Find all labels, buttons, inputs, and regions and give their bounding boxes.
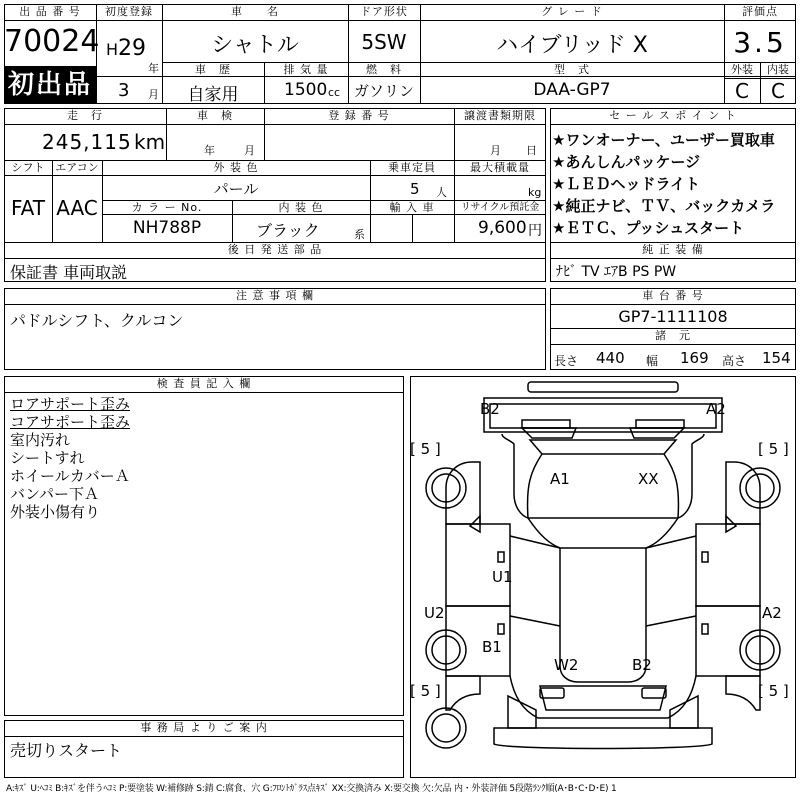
car-diagram (410, 376, 796, 778)
door-type: 5SW (361, 30, 407, 54)
chassis-label: 車 台 番 号 (642, 289, 704, 302)
sales-point-item: ★純正ナビ、ＴＶ、バックカメラ (552, 197, 776, 215)
notes-label: 注 意 事 項 欄 (236, 289, 314, 302)
width-label: 幅 (646, 354, 659, 368)
inspection-label: 車 検 (197, 109, 233, 122)
interior-color-suffix: 系 (354, 228, 365, 241)
mark-xx: XX (638, 470, 659, 488)
sales-point-item: ★ワンオーナー、ユーザー買取車 (552, 131, 775, 149)
recycle-fee: 9,600 (478, 218, 527, 238)
exterior-grade-label: 外装 (731, 63, 753, 76)
mileage-label: 走 行 (67, 109, 103, 122)
inspector-label: 検 査 員 記 入 欄 (156, 377, 252, 390)
sales-points-label: セ ー ル ス ポ イ ン ト (609, 109, 737, 122)
inspector-note: 室内汚れ (10, 431, 71, 449)
mark-b2-front: B2 (480, 400, 500, 418)
max-load-unit: kg (528, 186, 542, 199)
mileage: 245,115 (42, 130, 132, 154)
registration-label: 登 録 番 号 (328, 109, 390, 122)
mileage-unit: km (134, 130, 166, 154)
dimensions-label: 諸 元 (655, 329, 691, 342)
shift: FAT (10, 196, 45, 220)
car-name: シャトル (211, 33, 299, 58)
mark-b2-rear: B2 (632, 656, 652, 674)
inspector-note: 外装小傷有り (10, 503, 101, 521)
displacement: 1500 (284, 80, 328, 100)
transfer-deadline-label: 譲渡書類期限 (464, 109, 536, 122)
interior-grade-label: 内装 (767, 63, 789, 76)
interior-grade: C (771, 79, 785, 103)
length: 440 (596, 349, 625, 367)
inspector-note: バンパー下Ａ (10, 485, 99, 503)
later-parts: 保証書 車両取説 (10, 263, 128, 282)
first-listing-badge-text: 初出品 (7, 70, 92, 100)
tire-tread-rear-right: [ 5 ] (758, 682, 789, 700)
inspector-note: ロアサポート歪み (10, 395, 131, 413)
height-label: 高さ (722, 354, 747, 368)
door-label: ドア形状 (360, 5, 408, 18)
score: 3.5 (733, 26, 787, 59)
lot-number: 70024 (4, 24, 100, 59)
office-label: 事 務 局 よ り ご 案 内 (140, 721, 268, 734)
year-unit: 年 (148, 62, 159, 75)
recycle-label: リサイクル預託金 (460, 202, 540, 213)
tire-tread-front-left: [ 5 ] (410, 440, 441, 458)
width: 169 (680, 349, 709, 367)
history-label: 車 歴 (195, 63, 231, 76)
reg-year: 29 (118, 36, 146, 61)
recycle-unit: 円 (528, 223, 542, 239)
import-label: 輸 入 車 (389, 201, 435, 214)
interior-color-label: 内 装 色 (278, 201, 324, 214)
color-number: NH788P (132, 218, 202, 238)
exterior-grade: C (735, 79, 749, 103)
sales-point-item: ★ＬＥＤヘッドライト (552, 175, 700, 193)
history: 自家用 (187, 85, 239, 105)
grade-label: グ レ ー ド (541, 5, 603, 18)
fuel-label: 燃 料 (366, 63, 402, 76)
grade: ハイブリッド X (496, 33, 648, 58)
first-reg-label: 初度登録 (105, 5, 153, 18)
fuel: ガソリン (353, 82, 414, 100)
mark-a2-front: A2 (706, 400, 726, 418)
ac-label: エアコン (55, 161, 99, 174)
transfer-day-unit: 日 (526, 144, 537, 157)
displacement-label: 排 気 量 (283, 63, 329, 76)
capacity: 5 (410, 180, 420, 198)
mark-a1: A1 (550, 470, 570, 488)
sales-point-item: ★ＥＴＣ、プッシュスタート (552, 219, 745, 237)
mark-u1: U1 (492, 568, 513, 586)
interior-color: ブラック (256, 221, 320, 240)
inspector-note: シートすれ (10, 449, 85, 467)
capacity-unit: 人 (436, 186, 447, 199)
inspector-note: ホイールカバーＡ (10, 467, 130, 485)
model-label: 型 式 (554, 63, 590, 76)
office-text: 売切りスタート (10, 741, 123, 760)
capacity-label: 乗車定員 (388, 161, 436, 174)
month-unit: 月 (148, 88, 159, 101)
transfer-month-unit: 月 (490, 144, 501, 157)
equipment-label: 純 正 装 備 (642, 243, 704, 256)
shift-label: シフト (11, 161, 45, 174)
height: 154 (762, 349, 791, 367)
mark-a2-right: A2 (762, 604, 782, 622)
notes-text: パドルシフト、クルコン (10, 311, 184, 330)
damage-legend: A:ｷｽﾞ U:ﾍｺﾐ B:ｷｽﾞを伴うﾍｺﾐ P:要塗装 W:補修跡 S:錆 C:腐食、穴 G:ﾌﾛﾝﾄｶﾞﾗｽ点ｷｽﾞ XX:交換済み X:要交換 欠:欠品 内・外装評価 5段階ﾗﾝｸ順(A･B･C･D･E) 1 (6, 784, 617, 794)
length-label: 長さ (554, 354, 579, 368)
mark-u2: U2 (424, 604, 445, 622)
model: DAA-GP7 (533, 80, 611, 100)
car-name-label: 車 名 (231, 5, 279, 18)
inspection-month-unit: 月 (244, 144, 255, 157)
exterior-color: パール (213, 180, 259, 198)
displacement-unit: cc (328, 86, 341, 99)
later-parts-label: 後 日 発 送 部 品 (227, 243, 323, 256)
max-load-label: 最大積載量 (470, 161, 530, 174)
era: H (106, 40, 119, 59)
mark-b1: B1 (482, 638, 502, 656)
exterior-color-label: 外 装 色 (213, 161, 259, 174)
tire-tread-rear-left: [ 5 ] (410, 682, 441, 700)
air-conditioner: AAC (56, 196, 98, 220)
equipment: ﾅﾋﾞ TV ｴｱB PS PW (556, 264, 677, 280)
mark-w2: W2 (554, 656, 579, 674)
inspection-year-unit: 年 (204, 144, 215, 157)
reg-month: 3 (118, 80, 130, 101)
chassis-number: GP7-1111108 (618, 307, 728, 326)
tire-tread-front-right: [ 5 ] (758, 440, 789, 458)
score-label: 評価点 (742, 5, 778, 18)
inspector-note: コアサポート歪み (10, 413, 131, 431)
sales-point-item: ★あんしんパッケージ (552, 153, 701, 171)
color-no-label: カ ラ ー No. (131, 201, 203, 214)
lot-number-label: 出 品 番 号 (19, 5, 81, 18)
